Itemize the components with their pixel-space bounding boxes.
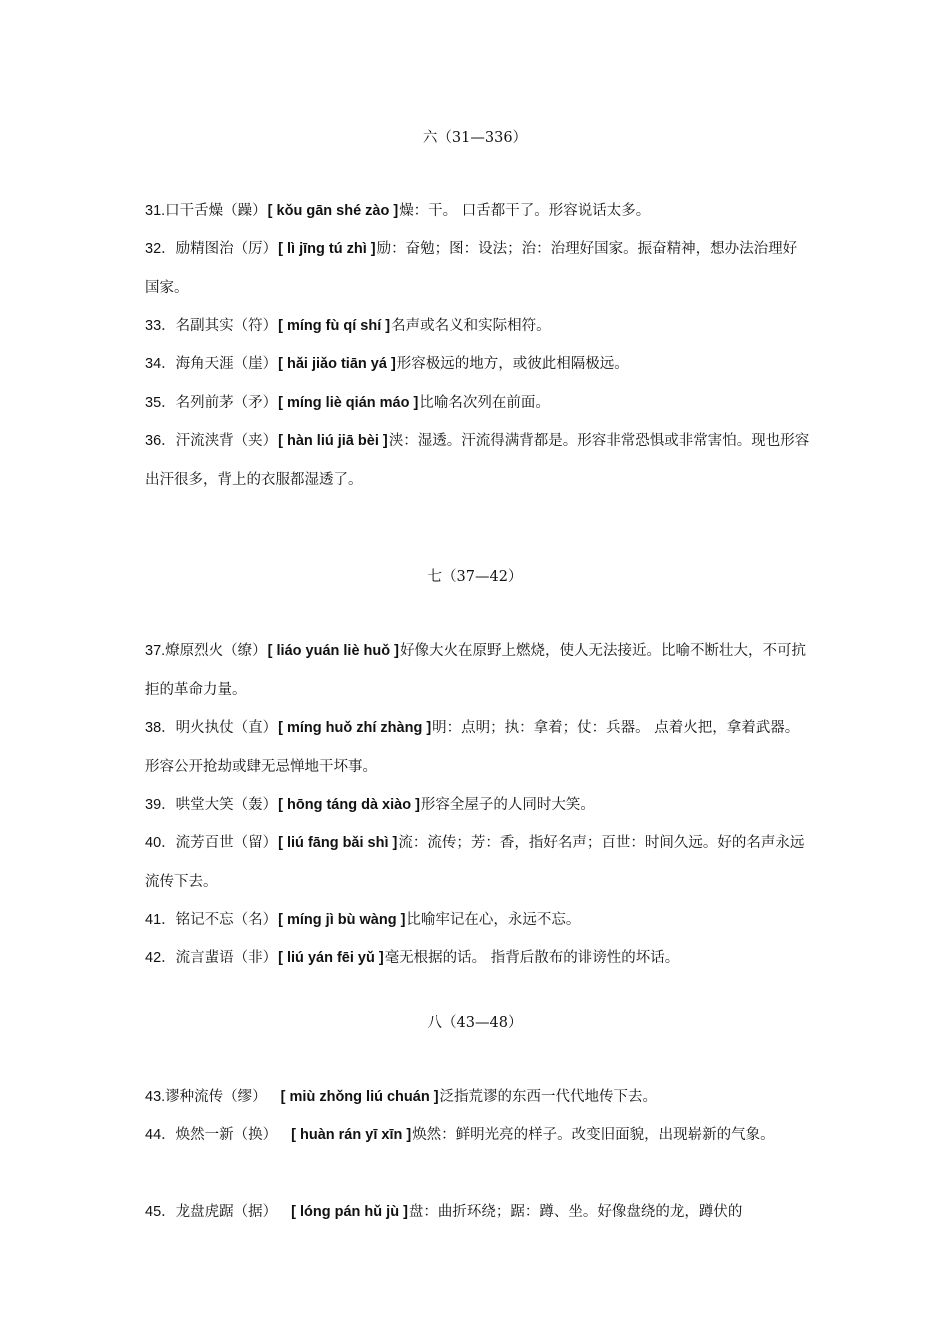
entry-pinyin: [ míng jì bù wàng ]	[278, 912, 406, 928]
section-heading: 六（31—336）	[422, 130, 528, 146]
entry-number: 36．	[145, 433, 176, 449]
entry-definition: 名声或名义和实际相符。	[391, 318, 551, 334]
entry-definition: 毫无根据的话。 指背后散布的诽谤性的坏话。	[384, 950, 680, 966]
entry-definition: 燥：干。 口舌都干了。形容说话太多。	[399, 203, 651, 219]
entry-number: 45．	[145, 1204, 176, 1220]
entry-definition: 浃：湿透。汗流得满背都是。形容非常恐惧或非常害怕。现也形容出汗很多，背上的衣服都湿透了。	[145, 433, 810, 488]
entry-idiom: 汗流浃背（夹）	[175, 433, 278, 449]
entry-number: 42．	[145, 950, 176, 966]
entry-idiom: 焕然一新（换）	[175, 1127, 278, 1143]
entry-definition: 形容全屋子的人同时大笑。	[420, 797, 595, 813]
entry-idiom: 谬种流传（缪）	[165, 1089, 267, 1105]
entry-pinyin: [ míng liè qián máo ]	[278, 395, 419, 411]
entry-idiom: 燎原烈火（缭）	[165, 643, 267, 659]
entry-pinyin: [ míng huǒ zhí zhàng ]	[278, 720, 432, 736]
entry-idiom: 名副其实（符）	[175, 318, 278, 334]
entry-idiom: 名列前茅（矛）	[175, 395, 278, 411]
entry-number: 34．	[145, 356, 176, 372]
entry-number: 31.	[145, 203, 166, 219]
entry-pinyin: [ míng fù qí shí ]	[278, 318, 391, 334]
entry-idiom: 哄堂大笑（轰）	[175, 797, 278, 813]
entry-idiom: 明火执仗（直）	[175, 720, 278, 736]
idiom-entry-45	[145, 1193, 810, 1232]
entry-idiom: 流芳百世（留）	[175, 835, 278, 851]
idiom-entry-43	[145, 1078, 810, 1117]
entry-definition: 好像大火在原野上燃烧，使人无法接近。比喻不断壮大，不可抗拒的革命力量。	[145, 643, 806, 698]
entry-idiom: 龙盘虎踞（据）	[175, 1204, 278, 1220]
entry-definition: 比喻名次列在前面。	[419, 395, 550, 411]
entry-number: 33．	[145, 318, 176, 334]
entry-definition: 明：点明；执：拿着；仗：兵器。 点着火把，拿着武器。形容公开抢劫或肆无忌惮地干坏事。	[145, 720, 800, 775]
entry-number: 39．	[145, 797, 176, 813]
entry-pinyin: [ kǒu gān shé zào ]	[267, 203, 399, 219]
idiom-entry-44	[145, 1116, 810, 1155]
idiom-entry-34	[145, 345, 810, 384]
entry-number: 40．	[145, 835, 176, 851]
entry-pinyin: [ liú fāng bǎi shì ]	[278, 835, 398, 851]
entry-number: 44．	[145, 1127, 176, 1143]
entry-number: 38．	[145, 720, 176, 736]
idiom-entry-41	[145, 901, 810, 940]
entry-pinyin: [ hōng táng dà xiào ]	[278, 797, 420, 813]
entry-definition: 盘：曲折环绕；踞：蹲、坐。好像盘绕的龙，蹲伏的	[408, 1204, 743, 1220]
section-heading: 七（37—42）	[427, 569, 523, 585]
entry-idiom: 流言蜚语（非）	[175, 950, 278, 966]
entry-idiom: 铭记不忘（名）	[175, 912, 278, 928]
entry-number: 37.	[145, 643, 166, 659]
entry-definition: 比喻牢记在心，永远不忘。	[406, 912, 581, 928]
entry-pinyin: [ lóng pán hǔ jù ]	[291, 1204, 408, 1220]
idiom-entry-31	[145, 192, 810, 231]
entry-definition: 励：奋勉；图：设法；治：治理好国家。振奋精神，想办法治理好国家。	[145, 241, 798, 296]
entry-pinyin: [ hàn liú jiā bèi ]	[278, 433, 388, 449]
idiom-entry-36	[145, 422, 810, 499]
entry-idiom: 口干舌燥（躁）	[165, 203, 267, 219]
entry-idiom: 海角天涯（崖）	[175, 356, 278, 372]
entry-pinyin: [ hǎi jiǎo tiān yá ]	[278, 356, 396, 372]
entry-number: 43.	[145, 1089, 166, 1105]
idiom-entry-33	[145, 307, 810, 346]
entry-number: 41．	[145, 912, 176, 928]
idiom-entry-38	[145, 709, 810, 786]
idiom-entry-39	[145, 786, 810, 825]
idiom-entry-35	[145, 384, 810, 423]
entry-number: 35．	[145, 395, 176, 411]
entry-pinyin: [ lì jīng tú zhì ]	[278, 241, 376, 257]
entry-pinyin: [ liáo yuán liè huǒ ]	[267, 643, 399, 659]
entry-pinyin: [ huàn rán yī xīn ]	[291, 1127, 412, 1143]
entry-number: 32．	[145, 241, 176, 257]
entry-definition: 泛指荒谬的东西一代代地传下去。	[439, 1089, 658, 1105]
idiom-entry-40	[145, 824, 810, 901]
section-heading: 八（43—48）	[427, 1015, 523, 1031]
entry-pinyin: [ miù zhǒng liú chuán ]	[280, 1089, 439, 1105]
entry-definition: 焕然：鲜明光亮的样子。改变旧面貌，出现崭新的气象。	[412, 1127, 775, 1143]
idiom-entry-42	[145, 939, 810, 978]
idiom-entry-37	[145, 632, 810, 709]
entry-pinyin: [ liú yán fēi yǔ ]	[278, 950, 384, 966]
entry-idiom: 励精图治（厉）	[175, 241, 278, 257]
entry-definition: 形容极远的地方，或彼此相隔极远。	[396, 356, 629, 372]
idiom-entry-32	[145, 230, 810, 307]
entry-definition: 流：流传；芳：香，指好名声；百世：时间久远。好的名声永远流传下去。	[145, 835, 805, 890]
